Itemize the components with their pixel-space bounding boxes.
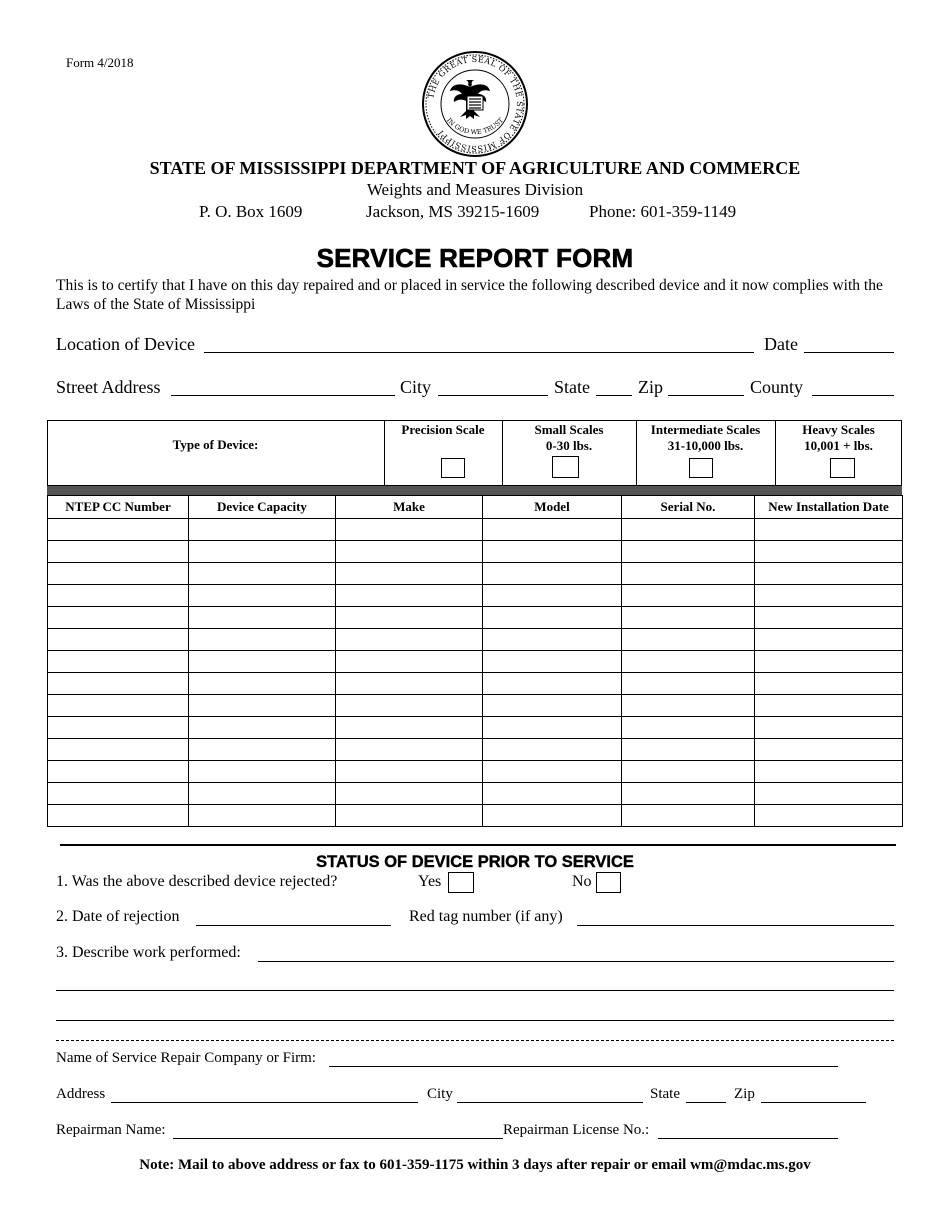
table-cell[interactable] (483, 585, 622, 607)
table-cell[interactable] (755, 783, 903, 805)
table-cell[interactable] (189, 585, 336, 607)
table-cell[interactable] (336, 739, 483, 761)
status-title: STATUS OF DEVICE PRIOR TO SERVICE (316, 853, 634, 871)
table-cell[interactable] (622, 519, 755, 541)
table-cell[interactable] (755, 761, 903, 783)
table-cell[interactable] (483, 717, 622, 739)
company-label: Name of Service Repair Company or Firm: (56, 1050, 316, 1066)
no-label: No (572, 873, 592, 890)
table-cell[interactable] (483, 783, 622, 805)
table-cell[interactable] (189, 673, 336, 695)
table-cell[interactable] (483, 761, 622, 783)
date-field[interactable] (804, 352, 894, 353)
repair-zip-label: Zip (734, 1086, 755, 1102)
work-performed-line-1[interactable] (258, 961, 894, 962)
table-row (48, 585, 903, 607)
table-cell[interactable] (622, 607, 755, 629)
heavy-scales-checkbox[interactable] (830, 458, 855, 478)
q2-label: 2. Date of rejection (56, 908, 180, 925)
repair-address-field[interactable] (111, 1102, 418, 1103)
table-cell[interactable] (48, 607, 189, 629)
table-cell[interactable] (622, 805, 755, 827)
table-cell[interactable] (755, 695, 903, 717)
form-title: SERVICE REPORT FORM (316, 243, 634, 273)
device-table (47, 495, 903, 827)
table-cell[interactable] (189, 739, 336, 761)
table-cell[interactable] (483, 541, 622, 563)
table-cell[interactable] (755, 607, 903, 629)
license-label: Repairman License No.: (503, 1122, 650, 1138)
table-cell[interactable] (483, 629, 622, 651)
table-cell[interactable] (48, 673, 189, 695)
location-label: Location of Device (56, 334, 195, 354)
dashed-divider (56, 1040, 894, 1041)
date-label: Date (764, 334, 798, 354)
table-cell[interactable] (336, 805, 483, 827)
table-cell[interactable] (483, 519, 622, 541)
agency-name: STATE OF MISSISSIPPI DEPARTMENT OF AGRICULTURE AND COMMERCE (149, 158, 801, 178)
street-field[interactable] (171, 395, 395, 396)
option-intermediate-label: Intermediate Scales 31-10,000 lbs. (650, 422, 761, 453)
city-label: City (400, 377, 432, 397)
table-cell[interactable] (622, 739, 755, 761)
repair-state-field[interactable] (686, 1102, 726, 1103)
license-field[interactable] (658, 1138, 838, 1139)
small-scales-checkbox[interactable] (552, 456, 579, 478)
table-cell[interactable] (622, 563, 755, 585)
county-field[interactable] (812, 395, 894, 396)
red-tag-label: Red tag number (if any) (409, 908, 563, 925)
table-row (48, 607, 903, 629)
table-cell[interactable] (483, 651, 622, 673)
table-cell[interactable] (622, 629, 755, 651)
table-cell[interactable] (189, 783, 336, 805)
table-cell[interactable] (336, 585, 483, 607)
table-cell[interactable] (48, 739, 189, 761)
option-small-label: Small Scales 0-30 lbs. (534, 422, 604, 453)
col-model: Model (483, 496, 622, 519)
state-field[interactable] (596, 395, 632, 396)
table-cell[interactable] (483, 563, 622, 585)
work-performed-line-2[interactable] (56, 990, 894, 991)
table-cell[interactable] (622, 695, 755, 717)
table-cell[interactable] (336, 541, 483, 563)
q3-label: 3. Describe work performed: (56, 944, 241, 961)
table-row (48, 739, 903, 761)
table-cell[interactable] (336, 519, 483, 541)
certification-text: This is to certify that I have on this day repaired and or placed in service the following described device and it now complies with the Laws of the State of Mississippi (56, 277, 883, 313)
table-cell[interactable] (755, 585, 903, 607)
table-row (48, 541, 903, 563)
table-cell[interactable] (755, 563, 903, 585)
repair-zip-field[interactable] (761, 1102, 866, 1103)
yes-label: Yes (418, 873, 442, 890)
po-box: P. O. Box 1609 (199, 202, 303, 221)
table-cell[interactable] (189, 563, 336, 585)
separator-band (47, 486, 902, 495)
table-cell[interactable] (755, 651, 903, 673)
repair-state-label: State (650, 1086, 680, 1102)
table-cell[interactable] (189, 607, 336, 629)
table-cell[interactable] (755, 805, 903, 827)
option-heavy-label: Heavy Scales 10,001 + lbs. (802, 422, 875, 453)
table-cell[interactable] (622, 717, 755, 739)
location-field[interactable] (204, 352, 754, 353)
section-divider (60, 844, 896, 846)
county-label: County (750, 377, 804, 397)
table-row (48, 651, 903, 673)
table-cell[interactable] (48, 629, 189, 651)
rejected-yes-checkbox[interactable] (448, 872, 474, 893)
table-cell[interactable] (622, 673, 755, 695)
table-cell[interactable] (189, 541, 336, 563)
table-cell[interactable] (189, 695, 336, 717)
table-row (48, 805, 903, 827)
col-ntep: NTEP CC Number (48, 496, 189, 519)
table-cell[interactable] (483, 805, 622, 827)
table-cell[interactable] (336, 717, 483, 739)
table-cell[interactable] (48, 695, 189, 717)
state-label: State (554, 377, 590, 397)
table-cell[interactable] (336, 783, 483, 805)
table-cell[interactable] (622, 783, 755, 805)
intermediate-scales-checkbox[interactable] (689, 458, 713, 478)
mailing-note: Note: Mail to above address or fax to 601-359-1175 within 3 days after repair or email wm@mdac.ms.gov (139, 1157, 811, 1173)
svg-text:IN GOD WE TRUST (445, 116, 505, 136)
table-cell[interactable] (755, 519, 903, 541)
table-cell[interactable] (48, 541, 189, 563)
q1-text: 1. Was the above described device rejected? (56, 873, 338, 890)
seal-outer-text: THE GREAT SEAL OF THE STATE OF MISSISSIPPI (426, 54, 525, 154)
table-row (48, 695, 903, 717)
street-label: Street Address (56, 377, 161, 397)
table-cell[interactable] (336, 629, 483, 651)
table-cell[interactable] (755, 717, 903, 739)
table-cell[interactable] (189, 651, 336, 673)
table-cell[interactable] (48, 783, 189, 805)
city-zip: Jackson, MS 39215-1609 (366, 202, 540, 221)
table-cell[interactable] (483, 739, 622, 761)
table-cell[interactable] (755, 541, 903, 563)
company-field[interactable] (329, 1066, 838, 1067)
zip-field[interactable] (668, 395, 744, 396)
zip-label: Zip (638, 377, 663, 397)
repairman-field[interactable] (173, 1138, 503, 1139)
option-precision-label: Precision Scale (401, 422, 485, 437)
table-cell[interactable] (189, 717, 336, 739)
table-cell[interactable] (336, 673, 483, 695)
table-cell[interactable] (755, 629, 903, 651)
table-row (48, 519, 903, 541)
repair-address-label: Address (56, 1086, 106, 1102)
rejected-no-checkbox[interactable] (596, 872, 621, 893)
table-cell[interactable] (336, 761, 483, 783)
table-row (48, 563, 903, 585)
table-cell[interactable] (189, 519, 336, 541)
state-seal-icon (421, 50, 529, 158)
table-row (48, 629, 903, 651)
table-row (48, 761, 903, 783)
work-performed-line-3[interactable] (56, 1020, 894, 1021)
table-row (48, 673, 903, 695)
col-install-date: New Installation Date (755, 496, 903, 519)
table-cell[interactable] (48, 585, 189, 607)
table-cell[interactable] (48, 717, 189, 739)
col-capacity: Device Capacity (189, 496, 336, 519)
table-cell[interactable] (483, 673, 622, 695)
col-serial: Serial No. (622, 496, 755, 519)
table-cell[interactable] (336, 651, 483, 673)
precision-scale-checkbox[interactable] (441, 458, 465, 478)
division-name: Weights and Measures Division (366, 180, 584, 199)
table-cell[interactable] (48, 651, 189, 673)
table-cell[interactable] (622, 651, 755, 673)
table-cell[interactable] (336, 563, 483, 585)
city-field[interactable] (438, 395, 548, 396)
table-cell[interactable] (622, 585, 755, 607)
seal-motto-text: IN GOD WE TRUST (445, 116, 505, 137)
repair-city-field[interactable] (457, 1102, 643, 1103)
table-cell[interactable] (755, 739, 903, 761)
table-cell[interactable] (483, 607, 622, 629)
table-cell[interactable] (48, 519, 189, 541)
table-header-row (48, 496, 903, 519)
table-cell[interactable] (483, 695, 622, 717)
table-cell[interactable] (189, 629, 336, 651)
table-row (48, 717, 903, 739)
rejection-date-field[interactable] (196, 925, 391, 926)
device-type-label: Type of Device: (172, 437, 259, 452)
table-cell[interactable] (48, 563, 189, 585)
table-cell[interactable] (336, 607, 483, 629)
repair-city-label: City (427, 1086, 453, 1102)
table-cell[interactable] (48, 761, 189, 783)
table-cell[interactable] (48, 805, 189, 827)
table-cell[interactable] (189, 761, 336, 783)
form-id: Form 4/2018 (66, 55, 134, 70)
table-cell[interactable] (189, 805, 336, 827)
table-row (48, 783, 903, 805)
col-make: Make (336, 496, 483, 519)
table-cell[interactable] (622, 761, 755, 783)
table-cell[interactable] (755, 673, 903, 695)
red-tag-field[interactable] (577, 925, 894, 926)
phone: Phone: 601-359-1149 (589, 202, 737, 221)
repairman-label: Repairman Name: (56, 1122, 166, 1138)
table-cell[interactable] (336, 695, 483, 717)
table-cell[interactable] (622, 541, 755, 563)
